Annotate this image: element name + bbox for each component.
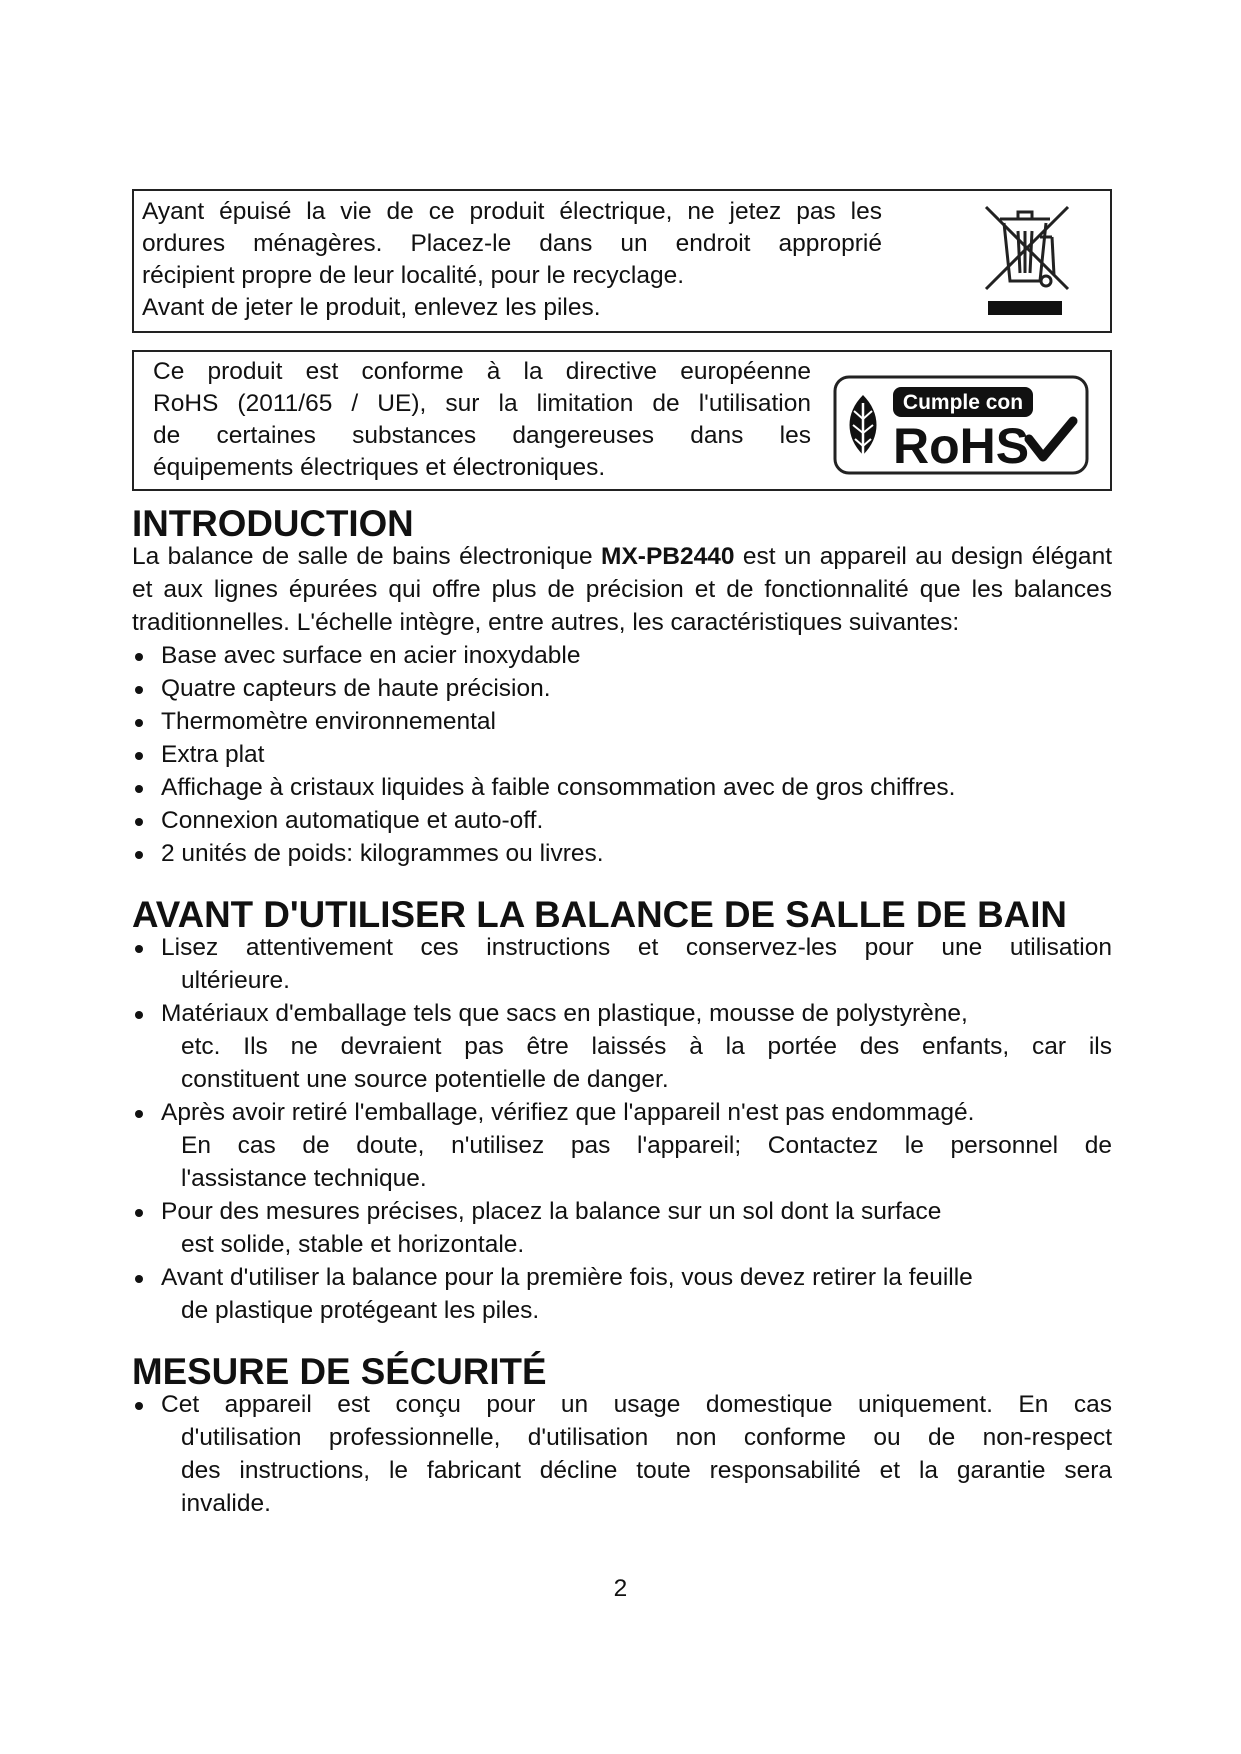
list-item [132,931,1112,997]
list-item [132,1261,1112,1327]
list-item-line: de plastique protégeant les piles. [181,1297,540,1324]
rohs-compliance-logo [833,375,1089,475]
feature-list [132,639,1112,870]
list-item-line: Pour des mesures précises, placez la balance sur un sol dont la surface [161,1198,942,1225]
model-number: MX-PB2440 [601,543,735,570]
recycle-line: récipient propre de leur localité, pour le recyclage. [142,262,685,289]
rohs-logo-main-text: RoHS [893,418,1030,474]
introduction-paragraph [132,540,1112,639]
recycle-line: Ayant épuisé la vie de ce produit électrique, ne jetez pas les [142,198,882,225]
list-item: Thermomètre environnemental [132,705,1112,738]
list-item: 2 unités de poids: kilogrammes ou livres. [132,837,1112,870]
list-item [132,997,1112,1096]
list-item-line: Lisez attentivement ces instructions et conservez-les pour une utilisation [161,934,1112,961]
safety-list [132,1388,1112,1520]
rohs-line: RoHS (2011/65 / UE), sur la limitation de l'utilisation [153,390,811,417]
list-item-line: Matériaux d'emballage tels que sacs en plastique, mousse de polystyrène, [161,1000,968,1027]
intro-text-after: est un appareil au design élégant et aux lignes épurées qui offre plus de précision et de fonctionnalité que les balances traditionnelles. L'échelle intègre, entre autres, les caractéristiques suivantes: [132,543,1112,636]
list-item: Quatre capteurs de haute précision. [132,672,1112,705]
rohs-line: de certaines substances dangereuses dans les [153,422,811,449]
list-item-line: constituent une source potentielle de danger. [181,1066,669,1093]
rohs-notice-box [132,350,1112,491]
list-item-line: d'utilisation professionnelle, d'utilisation non conforme ou de non-respect [181,1424,1112,1451]
list-item: Extra plat [132,738,1112,771]
crossed-out-wheelie-bin-icon [974,201,1084,321]
recycle-line: ordures ménagères. Placez-le dans un endroit approprié [142,230,882,257]
list-item [132,1388,1112,1520]
recycle-line: Avant de jeter le produit, enlevez les piles. [142,294,601,321]
list-item-line: En cas de doute, n'utilisez pas l'appareil; Contactez le personnel de [181,1132,1112,1159]
list-item-line: des instructions, le fabricant décline toute responsabilité et la garantie sera [181,1457,1112,1484]
list-item: Affichage à cristaux liquides à faible consommation avec de gros chiffres. [132,771,1112,804]
recycle-notice-box [132,189,1112,333]
list-item-line: Cet appareil est conçu pour un usage domestique uniquement. En cas [161,1391,1112,1418]
rohs-notice-text [153,356,811,484]
list-item: Connexion automatique et auto-off. [132,804,1112,837]
list-item [132,1195,1112,1261]
list-item-line: etc. Ils ne devraient pas être laissés à la portée des enfants, car ils [181,1033,1112,1060]
list-item-line: Avant d'utiliser la balance pour la première fois, vous devez retirer la feuille [161,1264,973,1291]
rohs-logo-top-text: Cumple con [902,391,1024,414]
list-item: Base avec surface en acier inoxydable [132,639,1112,672]
intro-text-before: La balance de salle de bains électronique [132,543,602,570]
section-heading-introduction: INTRODUCTION [132,503,414,544]
list-item [132,1096,1112,1195]
list-item-line: Après avoir retiré l'emballage, vérifiez que l'appareil n'est pas endommagé. [161,1099,975,1126]
main-content [132,503,1112,1520]
section-heading-safety: MESURE DE SÉCURITÉ [132,1351,547,1392]
list-item-line: l'assistance technique. [181,1165,427,1192]
rohs-line: Ce produit est conforme à la directive européenne [153,358,811,385]
rohs-line: équipements électriques et électroniques. [153,454,606,481]
section-heading-before-use: AVANT D'UTILISER LA BALANCE DE SALLE DE BAIN [132,894,1067,935]
list-item-line: ultérieure. [181,967,290,994]
before-use-list [132,931,1112,1327]
recycle-notice-text [142,196,882,324]
list-item-line: invalide. [181,1490,271,1517]
page-number: 2 [613,1575,628,1602]
list-item-line: est solide, stable et horizontale. [181,1231,525,1258]
